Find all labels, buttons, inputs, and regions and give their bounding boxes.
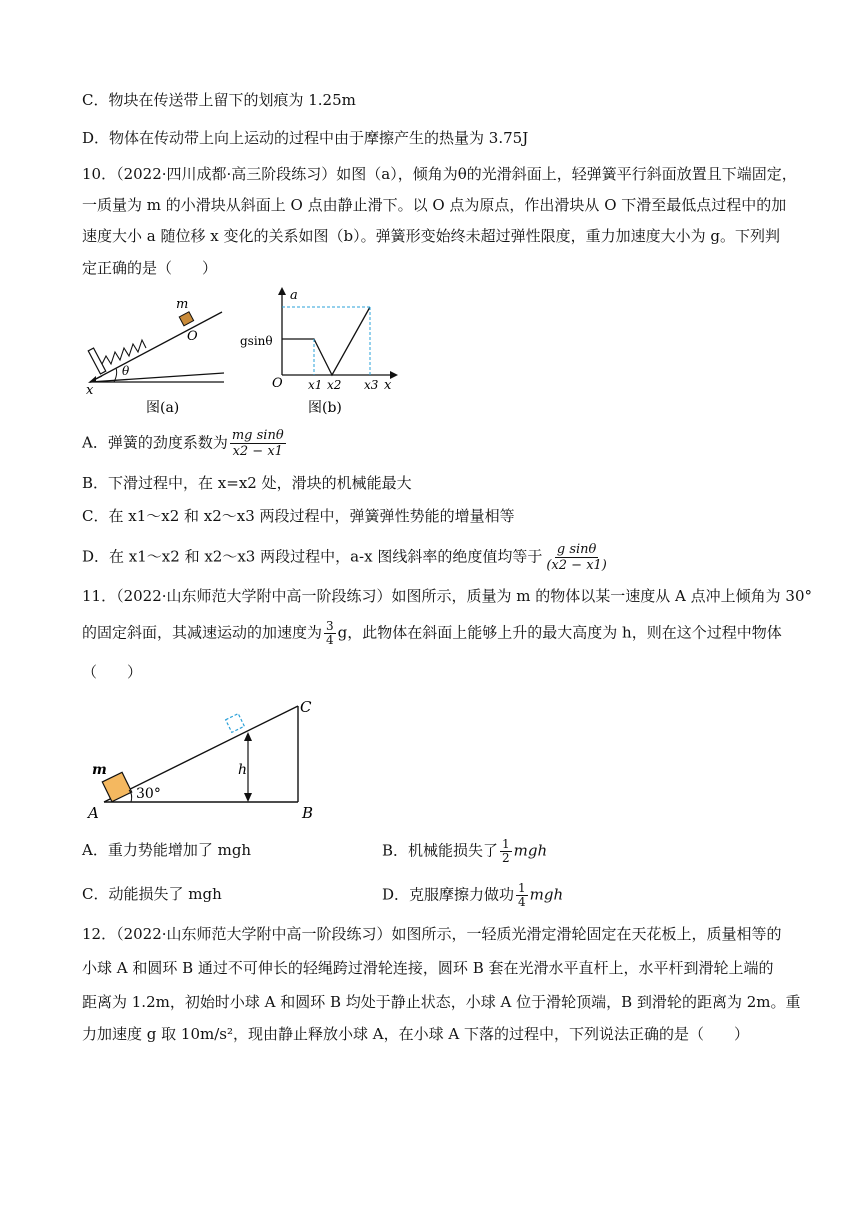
q10-stem-line4: 定正确的是（ ）	[82, 259, 218, 277]
fig-b-label-x: x	[384, 378, 392, 393]
q10-stem-line3: 速度大小 a 随位移 x 变化的关系如图（b）。弹簧形变始终未超过弹性限度，重力加速度大小为 g。下列判	[82, 227, 780, 245]
q11-option-d: D．克服摩擦力做功 $\frac{1}{4}$ mgh	[382, 881, 564, 909]
fig-label-A: A	[88, 804, 99, 822]
fig-label-h: h	[238, 762, 248, 778]
fig-b-caption: 图(b)	[308, 400, 342, 416]
q10-option-b: B．下滑过程中，在 x=x2 处，滑块的机械能最大	[82, 474, 412, 492]
q10-figure-b	[234, 283, 404, 418]
q10-option-a: A．弹簧的劲度系数为 $\frac{\text{mg sinθ}}{x2 - x1}$	[82, 428, 284, 459]
fig-b-label-x2: x2	[327, 378, 342, 392]
fig-b-label-O: O	[272, 376, 283, 391]
fig-label-C: C	[300, 698, 312, 716]
q12-stem-line3: 距离为 1.2m，初始时小球 A 和圆环 B 均处于静止状态，小球 A 位于滑轮顶端，B 到滑轮的距离为 2m。重	[82, 993, 801, 1011]
q11-figure	[86, 694, 326, 824]
q10-stem-line2: 一质量为 m 的小滑块从斜面上 O 点由静止滑下。以 O 点为原点，作出滑块从 O 下滑至最低点过程中的加	[82, 196, 787, 214]
q11-stem-line3: （ ）	[82, 663, 143, 681]
fig-b-label-x3: x3	[364, 378, 379, 392]
q11-option-c: C．动能损失了 mgh	[82, 885, 222, 903]
fig-label-B: B	[302, 804, 314, 822]
q11-stem-line1: 11．（2022·山东师范大学附中高一阶段练习）如图所示，质量为 m 的物体以某一速度从 A 点冲上倾角为 30°	[82, 587, 813, 605]
q10-option-c: C．在 x1～x2 和 x2～x3 两段过程中，弹簧弹性势能的增量相等	[82, 507, 515, 525]
fig-a-caption: 图(a)	[146, 400, 180, 416]
fig-a-label-m: m	[176, 297, 189, 312]
fig-a-label-x: x	[86, 383, 94, 398]
fig-label-angle: 30°	[136, 786, 161, 802]
fig-a-label-theta: θ	[122, 364, 130, 378]
fig-b-label-gsin: gsinθ	[240, 334, 273, 348]
q10-option-d: D．在 x1～x2 和 x2～x3 两段过程中，a-x 图线斜率的绝度值均等于 $\frac{\text{g sinθ}}{(x2 - x1)}$	[82, 542, 607, 573]
q11-option-a: A．重力势能增加了 mgh	[82, 841, 252, 859]
q10-option-d-fraction: $\frac{\text{g sinθ}}{(x2 - x1)}$	[546, 542, 607, 573]
q9-option-d: D．物体在传动带上向上运动的过程中由于摩擦产生的热量为 3.75J	[82, 129, 529, 147]
q12-stem-line1: 12．（2022·山东师范大学附中高一阶段练习）如图所示，一轻质光滑定滑轮固定在天花板上，质量相等的	[82, 925, 782, 943]
q9-option-c: C．物块在传送带上留下的划痕为 1.25m	[82, 91, 356, 109]
q12-stem-line2: 小球 A 和圆环 B 通过不可伸长的轻绳跨过滑轮连接，圆环 B 套在光滑水平直杆上，水平杆到滑轮上端的	[82, 959, 774, 977]
q10-option-a-fraction: $\frac{\text{mg sinθ}}{x2 - x1}$	[231, 428, 284, 459]
fig-b-label-x1: x1	[308, 378, 323, 392]
q10-figure-a	[84, 290, 234, 420]
q12-stem-line4: 力加速度 g 取 10m/s²，现由静止释放小球 A，在小球 A 下落的过程中，下列说法正确的是（ ）	[82, 1025, 749, 1043]
q11-option-b: B．机械能损失了 $\frac{1}{2}$ mgh	[382, 837, 548, 865]
q11-stem-line2: 的固定斜面，其减速运动的加速度为 $\frac{3}{4}$ g，此物体在斜面上能够上升的最大高度为 h，则在这个过程中物体	[82, 619, 782, 647]
fig-a-label-O: O	[187, 329, 198, 344]
fig-b-label-a: a	[290, 288, 298, 303]
fig-label-m: m	[92, 762, 107, 778]
q10-stem-line1: 10．（2022·四川成都·高三阶段练习）如图（a），倾角为θ的光滑斜面上，轻弹簧平行斜面放置且下端固定，	[82, 165, 797, 183]
